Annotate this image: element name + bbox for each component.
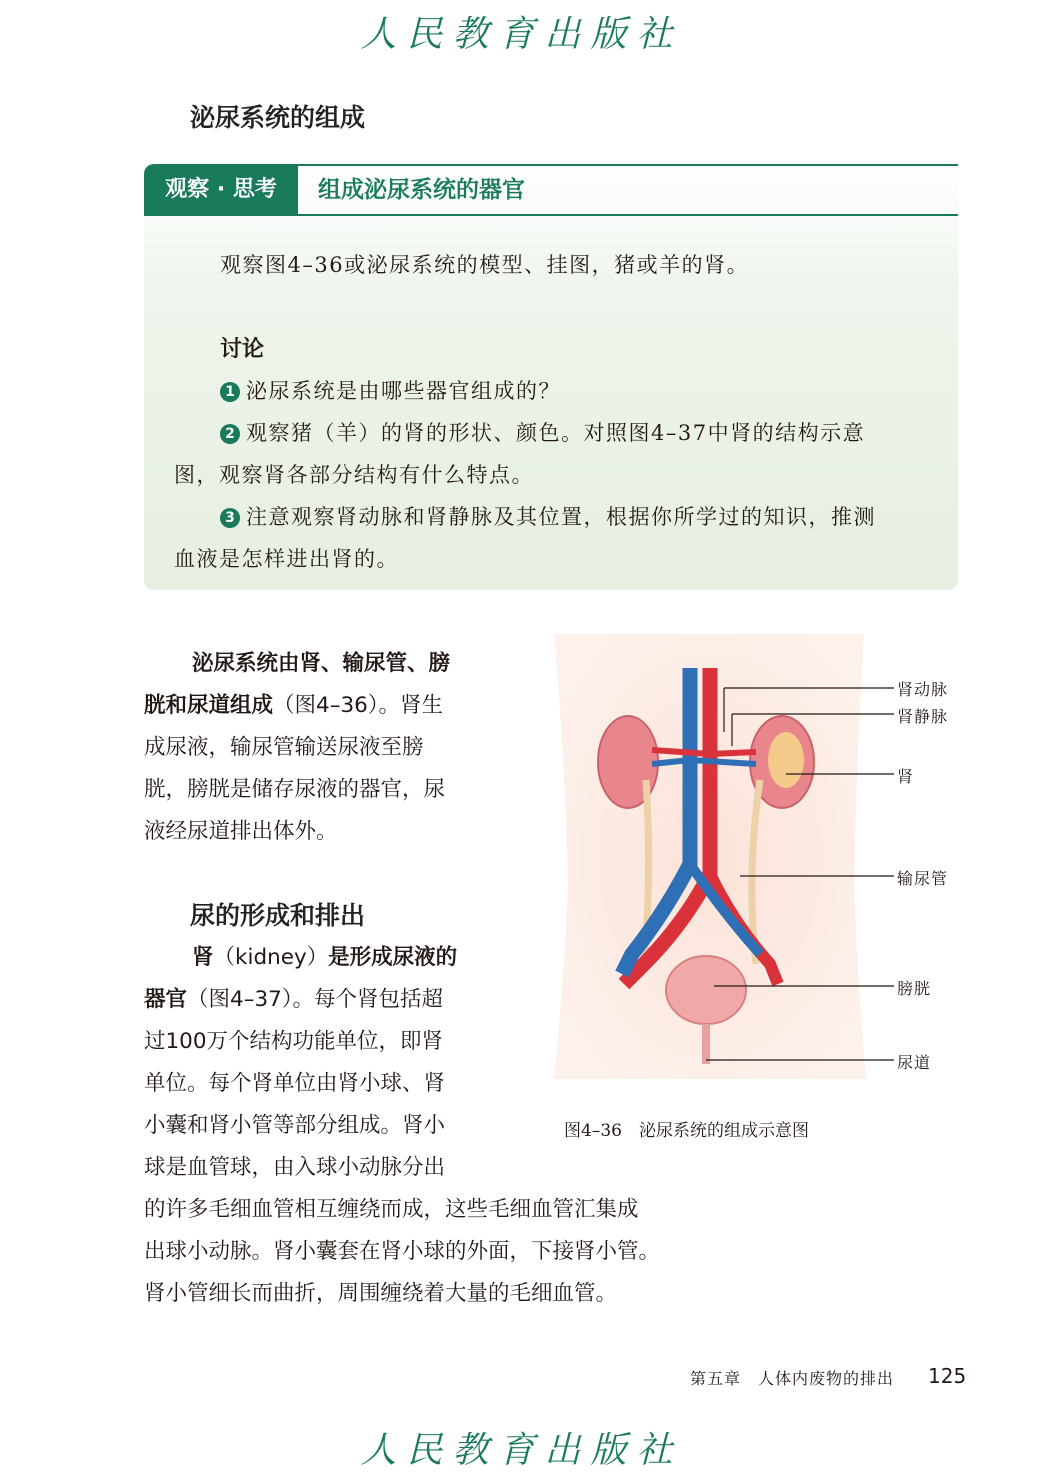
para1-line-3: 成尿液，输尿管输送尿液至膀 <box>144 735 424 760</box>
para2-line-5: 小囊和肾小管等部分组成。肾小 <box>144 1113 446 1138</box>
renal-pelvis <box>768 732 804 788</box>
activity-intro: 观察图4–36或泌尿系统的模型、挂图，猪或羊的肾。 <box>220 253 750 277</box>
number-badge-2: 2 <box>220 424 240 444</box>
question-2-line-2: 图，观察肾各部分结构有什么特点。 <box>174 463 534 487</box>
para1-line-2-rest: （图4–36）。肾生 <box>273 693 444 718</box>
question-3-line-1: 注意观察肾动脉和肾静脉及其位置，根据你所学过的知识，推测 <box>246 505 876 529</box>
question-3-line-2: 血液是怎样进出肾的。 <box>174 547 399 571</box>
chapter-footer: 第五章 人体内废物的排出 <box>690 1369 895 1388</box>
para2-line-2-rest: （图4–37）。每个肾包括超 <box>187 987 444 1012</box>
label-urethra: 尿道 <box>897 1053 932 1072</box>
para2-line-9: 肾小管细长而曲折，周围缠绕着大量的毛细血管。 <box>144 1281 618 1306</box>
para2-english: （kidney） <box>213 945 329 970</box>
question-1-text: 泌尿系统是由哪些器官组成的？ <box>246 379 561 403</box>
para2-line-3: 过100万个结构功能单位，即肾 <box>144 1029 444 1054</box>
label-ureter: 输尿管 <box>897 869 949 888</box>
section-title-composition: 泌尿系统的组成 <box>190 103 366 132</box>
label-kidney: 肾 <box>897 767 915 786</box>
activity-title: 组成泌尿系统的器官 <box>318 177 525 203</box>
bladder <box>666 956 746 1024</box>
renal-veins <box>652 760 756 764</box>
para2-line-8: 出球小动脉。肾小囊套在肾小球的外面，下接肾小管。 <box>144 1239 661 1264</box>
label-renal-artery: 肾动脉 <box>897 680 949 699</box>
activity-header <box>144 164 958 216</box>
para2-line-2-bold: 器官 <box>144 987 188 1012</box>
question-3 <box>220 501 876 531</box>
para1-line-4: 胱，膀胱是储存尿液的器官，尿 <box>144 777 446 802</box>
question-1 <box>220 375 561 405</box>
para1-line-2-bold: 胱和尿道组成 <box>144 693 274 718</box>
para2-line-2 <box>144 982 443 1013</box>
label-renal-vein: 肾静脉 <box>897 707 949 726</box>
urinary-system-illustration <box>534 624 954 1094</box>
number-badge-3: 3 <box>220 508 240 528</box>
activity-tag: 观察 · 思考 <box>144 164 298 216</box>
para2-line-6: 球是血管球，由入球小动脉分出 <box>144 1155 446 1180</box>
question-2 <box>220 417 865 447</box>
para1-line-1: 泌尿系统由肾、输尿管、膀 <box>192 651 451 676</box>
para1-line-2 <box>144 688 443 719</box>
publisher-logo-top: 人民教育出版社 <box>360 14 683 55</box>
discussion-label: 讨论 <box>220 337 265 362</box>
page-number: 125 <box>928 1364 967 1388</box>
publisher-logo-bottom: 人民教育出版社 <box>360 1430 683 1471</box>
question-2-line-1: 观察猪（羊）的肾的形状、颜色。对照图4–37中肾的结构示意 <box>246 421 866 445</box>
para2-term: 肾 <box>192 945 214 970</box>
number-badge-1: 1 <box>220 382 240 402</box>
figure-caption: 图4–36 泌尿系统的组成示意图 <box>564 1121 809 1141</box>
para2-line-1 <box>192 940 457 971</box>
para2-line-1-bold: 是形成尿液的 <box>328 945 458 970</box>
section-title-formation: 尿的形成和排出 <box>190 901 366 930</box>
para1-line-5: 液经尿道排出体外。 <box>144 819 338 844</box>
renal-arteries <box>652 750 756 754</box>
para2-line-4: 单位。每个肾单位由肾小球、肾 <box>144 1071 446 1096</box>
label-bladder: 膀胱 <box>897 979 932 998</box>
para2-line-7: 的许多毛细血管相互缠绕而成，这些毛细血管汇集成 <box>144 1197 639 1222</box>
